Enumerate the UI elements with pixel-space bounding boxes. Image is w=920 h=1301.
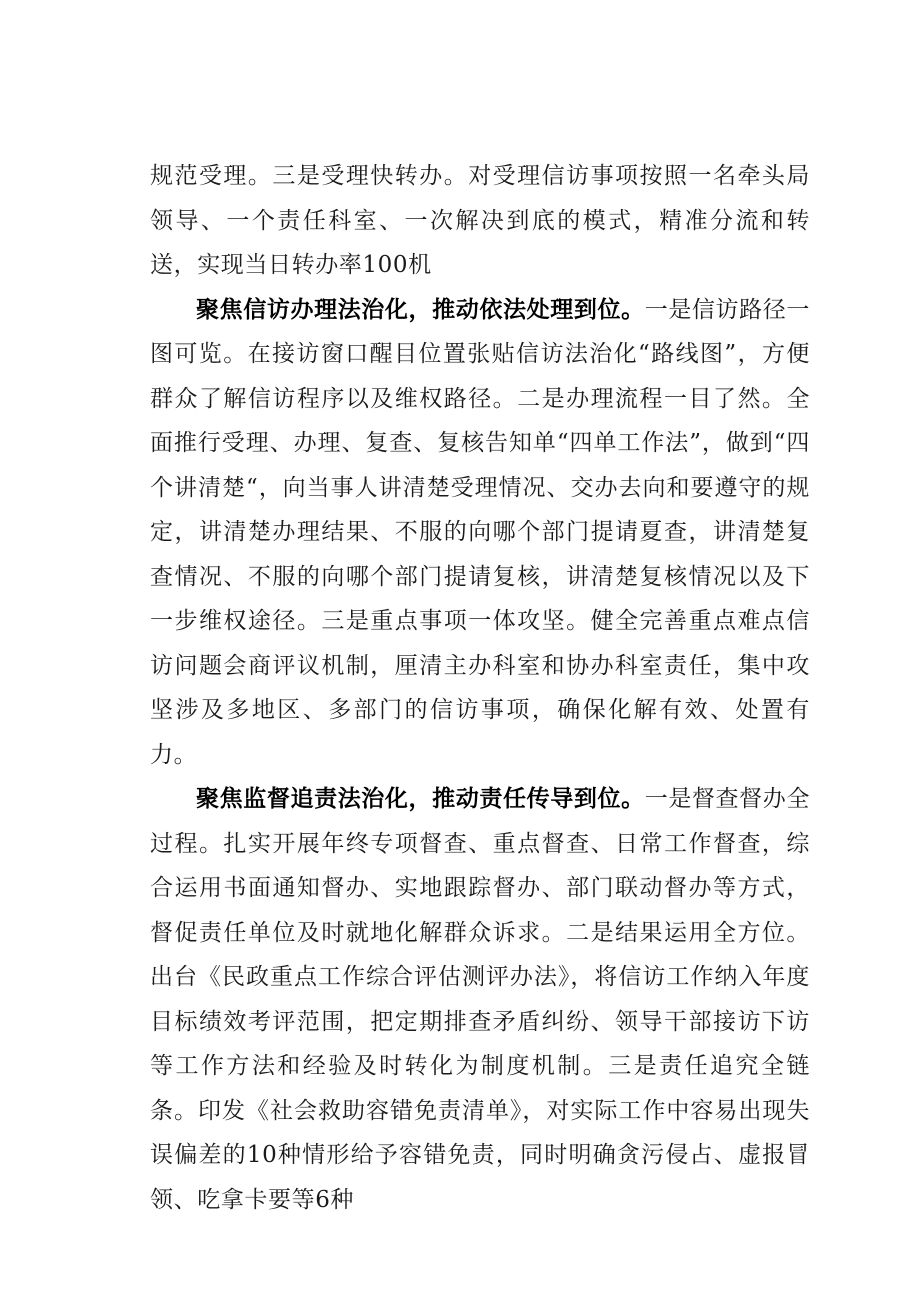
paragraph-3 [150, 777, 810, 1222]
paragraph-1-text: 规范受理。三是受理快转办。对受理信访事项按照一名牵头局领导、一个责任科室、一次解决到底的模式，精准分流和转送，实现当日转办率100机 [150, 163, 810, 278]
document-body [150, 154, 810, 1222]
paragraph-3-heading: 聚焦监督追责法治化，推动责任传导到位。 [196, 785, 645, 812]
paragraph-3-text: 一是督查督办全过程。扎实开展年终专项督查、重点督查、日常工作督查，综合运用书面通知督办、实地跟踪督办、部门联动督办等方式，督促责任单位及时就地化解群众诉求。二是结果运用全方位。出台《民政重点工作综合评估测评办法》，将信访工作纳入年度目标绩效考评范围，把定期排查矛盾纠纷、领导干部接访下访等工作方法和经验及时转化为制度机制。三是责任追究全链条。印发《社会救助容错免责清单》，对实际工作中容易出现失误偏差的10种情形给予容错免责，同时明确贪污侵占、虚报冒领、吃拿卡要等6种 [150, 786, 810, 1213]
paragraph-2-heading: 聚焦信访办理法治化，推动依法处理到位。 [196, 295, 645, 323]
paragraph-1 [150, 154, 810, 288]
paragraph-2-text: 一是信访路径一图可览。在接访窗口醒目位置张贴信访法治化“路线图”，方便群众了解信访程序以及维权路径。二是办理流程一目了然。全面推行受理、办理、复查、复核告知单“四单工作法”，做到“四个讲清楚“，向当事人讲清楚受理情况、交办去向和要遵守的规定，讲清楚办理结果、不服的向哪个部门提请夏查，讲清楚复查情况、不服的向哪个部门提请复核，讲清楚复核情况以及下一步维权途径。三是重点事项一体攻坚。健全完善重点难点信访问题会商评议机制，厘清主办科室和协办科室责任，集中攻坚涉及多地区、多部门的信访事项，确保化解有效、处置有力。 [150, 296, 810, 768]
paragraph-2 [150, 288, 810, 778]
